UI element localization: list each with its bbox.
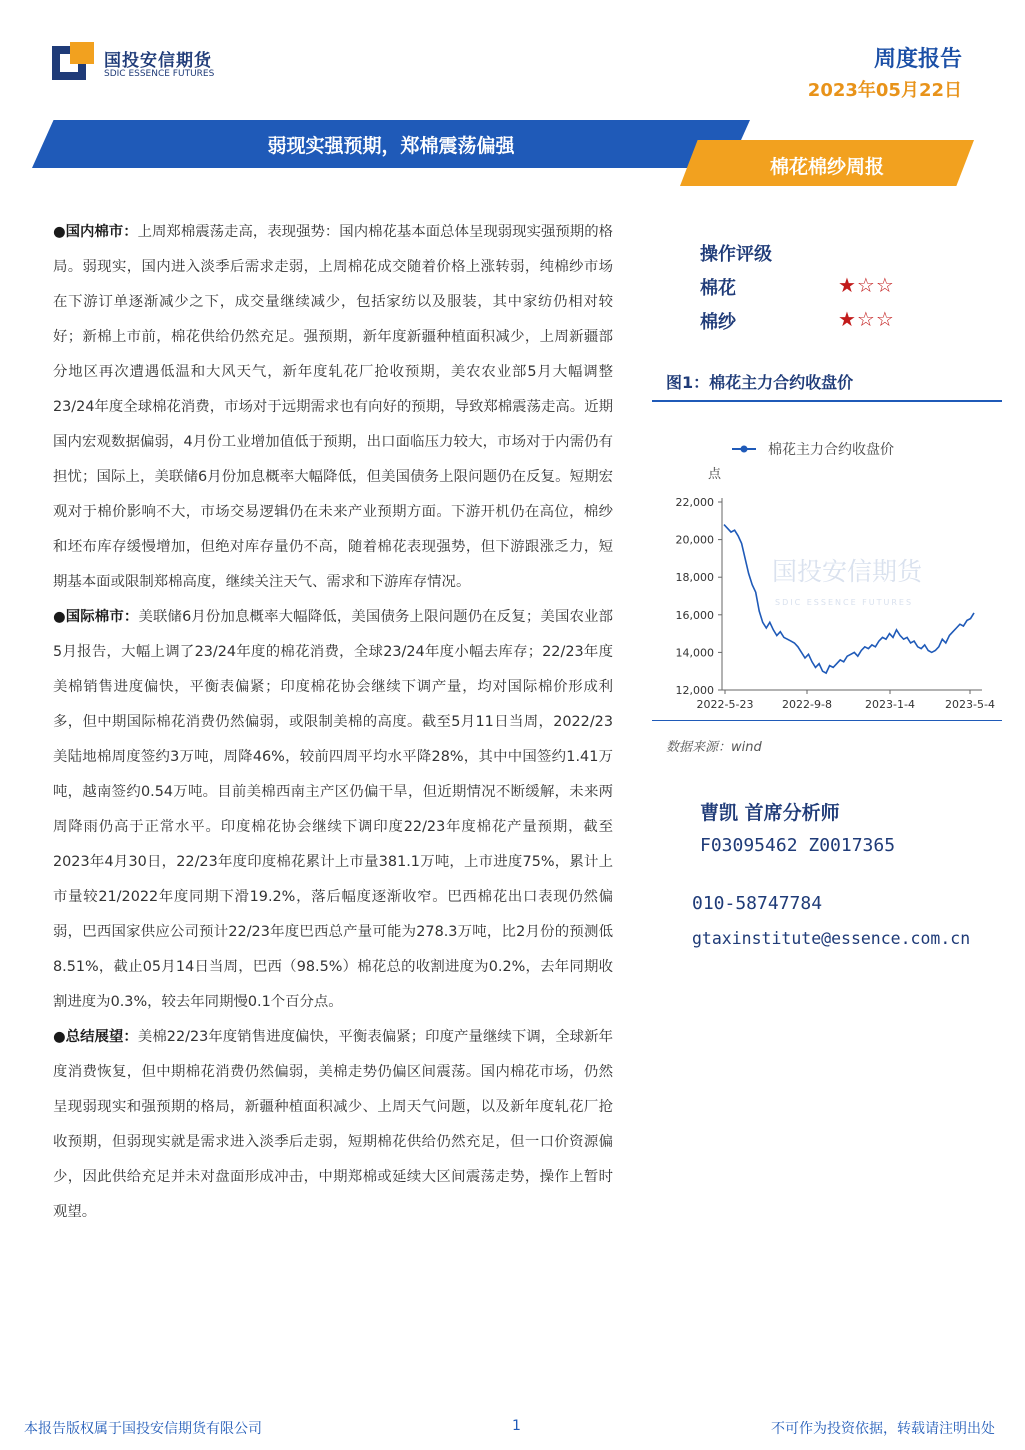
x-tick-label: 2022-5-23	[696, 698, 754, 711]
x-tick-label: 2023-1-4	[865, 698, 915, 711]
y-tick-label: 22,000	[675, 496, 714, 509]
legend-label: 棉花主力合约收盘价	[768, 442, 894, 458]
analyst-name: 曹凯 首席分析师	[700, 802, 840, 824]
rating-title: 操作评级	[700, 244, 772, 265]
y-tick-label: 18,000	[675, 571, 714, 585]
watermark-text: 国投安信期货	[772, 557, 923, 586]
analyst-email-link[interactable]: gtaxinstitute@essence.com.cn	[692, 929, 971, 948]
paragraph-text: 上周郑棉震荡走高，表现强势：国内棉花基本面总体呈现弱现实强预期的格局。弱现实，国内进入淡季后需求走弱，上周棉花成交随着价格上涨转弱，纯棉纱市场在下游订单逐渐减少之下，成交量继续减少，包括家纺以及服装，其中家纺仍相对较好；新棉上市前，棉花供给仍然充足。强预期，新年度新疆种植面积减少，上周新疆部分地区再次遭遇低温和大风天气，新年度轧花厂抢收预期，美农农业部5月大幅调整23/24年度全球棉花消费，市场对于远期需求也有向好的预期，导致郑棉震荡走高。近期国内宏观数据偏弱，4月份工业增加值低于预期，出口面临压力较大，市场对于内需仍有担忧；国际上，美联储6月份加息概率大幅降低，但美国债务上限问题仍在反复。短期宏观对于棉价影响不大，市场交易逻辑仍在未来产业预期方面。下游开机仍在高位，棉纱和坯布库存缓慢增加，但绝对库存量仍不高，随着棉花表现强势，但下游跟涨乏力，短期基本面或限制郑棉高度，继续关注天气、需求和下游库存情况。	[53, 224, 613, 590]
figure-bottom-rule	[652, 720, 1002, 721]
analyst-phone: 010-58747784	[692, 893, 823, 914]
y-tick-label: 14,000	[675, 646, 714, 660]
rating-item-yarn: 棉纱	[700, 312, 736, 333]
paragraph-international	[53, 600, 613, 1020]
legend-marker-icon	[741, 446, 748, 453]
paragraph-label: ●国内棉市：	[53, 224, 138, 240]
x-tick-label: 2022-9-8	[782, 698, 832, 711]
footer-disclaimer: 不可作为投资依据，转载请注明出处	[771, 1421, 995, 1437]
page-number: 1	[512, 1418, 521, 1434]
report-title: 弱现实强预期，郑棉震荡偏强	[267, 135, 515, 157]
star-rating-icon: ★☆☆	[838, 273, 895, 297]
report-type: 周度报告	[873, 47, 962, 72]
main-text-column	[53, 215, 613, 1230]
watermark-subtext: SDIC ESSENCE FUTURES	[775, 598, 914, 607]
y-axis-label: 点	[708, 467, 722, 482]
chart-legend	[732, 441, 894, 458]
paragraph-domestic	[53, 215, 613, 600]
paragraph-text: 美联储6月份加息概率大幅降低，美国债务上限问题仍在反复；美国农业部5月报告，大幅上调了23/24年度的棉花消费，全球23/24年度小幅去库存；22/23年度美棉销售进度偏快，平衡表偏紧；印度棉花协会继续下调产量，均对国际棉价形成利多，但中期国际棉花消费仍然偏弱，或限制美棉的高度。截至5月11日当周，2022/23美陆地棉周度签约3万吨，周降46%，较前四周平均水平降28%，其中中国签约1.41万吨，越南签约0.54万吨。目前美棉西南主产区仍偏干旱，但近期情况不断缓解，未来两周降雨仍高于正常水平。印度棉花协会继续下调印度22/23年度棉花产量预期，截至2023年4月30日，22/23年度印度棉花累计上市量381.1万吨，上市进度75%，累计上市量较21/2022年度同期下滑19.2%，落后幅度逐渐收窄。巴西棉花出口表现仍然偏弱，巴西国家供应公司预计22/23年度巴西总产量可能为278.3万吨，比2月份的预测低8.51%，截止05月14日当周，巴西（98.5%）棉花总的收割进度为0.2%，去年同期收割进度为0.3%，较去年同期慢0.1个百分点。	[53, 609, 613, 1010]
y-tick-label: 20,000	[675, 533, 714, 547]
company-logo	[52, 42, 242, 88]
star-rating-icon: ★☆☆	[838, 307, 895, 331]
paragraph-label: ●国际棉市：	[53, 609, 139, 625]
rating-item-cotton: 棉花	[700, 278, 736, 299]
footer-copyright: 本报告版权属于国投安信期货有限公司	[24, 1421, 262, 1437]
y-tick-label: 16,000	[675, 608, 714, 622]
logo-text-en: SDIC ESSENCE FUTURES	[104, 69, 215, 79]
price-line-chart	[652, 410, 1002, 715]
paragraph-text: 美棉22/23年度销售进度偏快，平衡表偏紧；印度产量继续下调，全球新年度消费恢复，但中期棉花消费仍然偏弱，美棉走势仍偏区间震荡。国内棉花市场，仍然呈现弱现实和强预期的格局，新疆种植面积减少、上周天气问题，以及新年度轧花厂抢收预期，但弱现实就是需求进入淡季后走弱，短期棉花供给仍然充足，但一口价资源偏少，因此供给充足并未对盘面形成冲击，中期郑棉或延续大区间震荡走势，操作上暂时观望。	[53, 1029, 613, 1220]
report-date: 2023年05月22日	[807, 80, 962, 101]
report-subtitle: 棉花棉纱周报	[769, 156, 884, 178]
x-tick-label: 2023-5-4	[945, 698, 995, 711]
analyst-license-ids: F03095462 Z0017365	[700, 835, 896, 856]
logo-text-cn: 国投安信期货	[104, 51, 212, 71]
figure-title: 图1：棉花主力合约收盘价	[666, 373, 854, 392]
figure-top-rule	[652, 400, 1002, 402]
paragraph-label: ●总结展望：	[53, 1029, 138, 1045]
logo-mark-icon	[52, 42, 94, 84]
paragraph-summary	[53, 1020, 613, 1230]
figure-source: 数据来源：wind	[666, 740, 762, 755]
y-tick-label: 12,000	[675, 684, 714, 697]
